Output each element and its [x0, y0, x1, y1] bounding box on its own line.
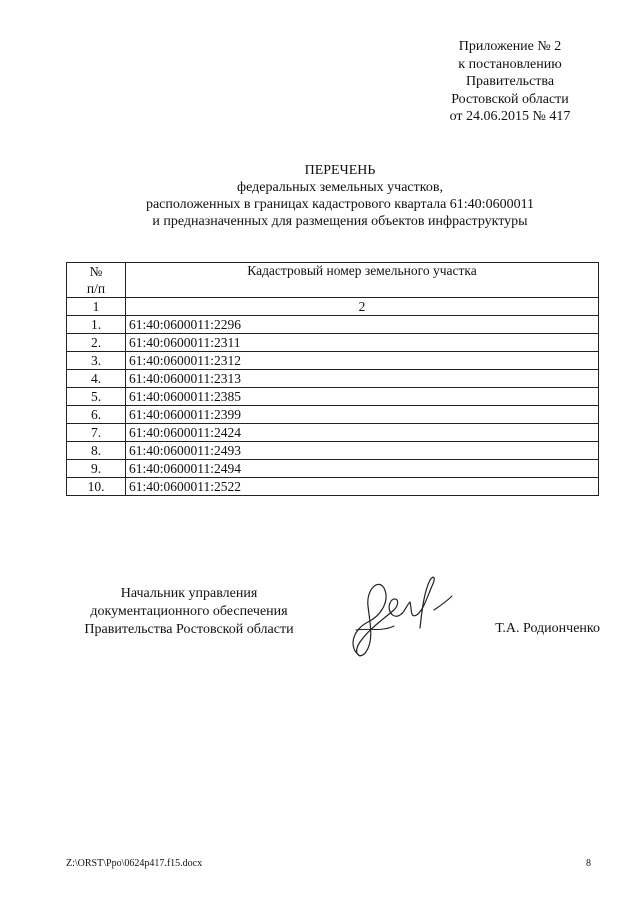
table-row — [67, 316, 599, 334]
table-row — [67, 334, 599, 352]
header-cadastral-number: Кадастровый номер земельного участка — [126, 263, 599, 298]
cadastral-number-cell: 61:40:0600011:2313 — [126, 370, 599, 388]
table-row — [67, 352, 599, 370]
table-row — [67, 406, 599, 424]
cadastral-number-cell: 61:40:0600011:2399 — [126, 406, 599, 424]
position-line: документационного обеспечения — [90, 604, 288, 619]
index-cell: 1 — [67, 298, 126, 316]
handwritten-signature — [338, 570, 458, 662]
index-cell: 2 — [126, 298, 599, 316]
title-heading: ПЕРЕЧЕНЬ — [304, 163, 376, 178]
title-line: расположенных в границах кадастрового квартала 61:40:0600011 — [145, 197, 535, 212]
row-number-cell: 5. — [67, 388, 126, 406]
parcels-table — [66, 262, 599, 496]
header-number: № п/п — [67, 263, 126, 298]
table-row — [67, 388, 599, 406]
cadastral-number-cell: 61:40:0600011:2424 — [126, 424, 599, 442]
cadastral-number-cell: 61:40:0600011:2493 — [126, 442, 599, 460]
table-header-row — [67, 263, 599, 298]
cadastral-number-cell: 61:40:0600011:2522 — [126, 478, 599, 496]
table-row — [67, 460, 599, 478]
cadastral-number-cell: 61:40:0600011:2311 — [126, 334, 599, 352]
appendix-block — [420, 38, 600, 126]
page-number: 8 — [586, 858, 591, 869]
document-title — [40, 162, 640, 230]
column-index-row — [67, 298, 599, 316]
table-row — [67, 478, 599, 496]
row-number-cell: 2. — [67, 334, 126, 352]
signatory-position — [60, 585, 318, 639]
appendix-line: от 24.06.2015 № 417 — [449, 109, 571, 124]
signatory-name: Т.А. Родионченко — [495, 621, 600, 636]
appendix-line: Правительства — [465, 74, 555, 89]
cadastral-number-cell: 61:40:0600011:2494 — [126, 460, 599, 478]
row-number-cell: 4. — [67, 370, 126, 388]
position-line: Начальник управления — [120, 586, 258, 601]
cadastral-number-cell: 61:40:0600011:2385 — [126, 388, 599, 406]
appendix-line: Ростовской области — [451, 91, 569, 107]
title-line: федеральных земельных участков, — [237, 180, 443, 195]
appendix-line: Приложение № 2 — [458, 39, 562, 54]
row-number-cell: 1. — [67, 316, 126, 334]
position-line: Правительства Ростовской области — [84, 622, 294, 637]
table-row — [67, 442, 599, 460]
title-line: и предназначенных для размещения объектов инфраструктуры — [152, 214, 528, 229]
footer-file-path: Z:\ORST\Ppo\0624p417.f15.docx — [66, 858, 203, 869]
row-number-cell: 10. — [67, 478, 126, 496]
row-number-cell: 8. — [67, 442, 126, 460]
cadastral-number-cell: 61:40:0600011:2312 — [126, 352, 599, 370]
row-number-cell: 3. — [67, 352, 126, 370]
row-number-cell: 7. — [67, 424, 126, 442]
table-row — [67, 424, 599, 442]
row-number-cell: 6. — [67, 406, 126, 424]
row-number-cell: 9. — [67, 460, 126, 478]
cadastral-number-cell: 61:40:0600011:2296 — [126, 316, 599, 334]
appendix-line: к постановлению — [458, 56, 562, 72]
table-row — [67, 370, 599, 388]
